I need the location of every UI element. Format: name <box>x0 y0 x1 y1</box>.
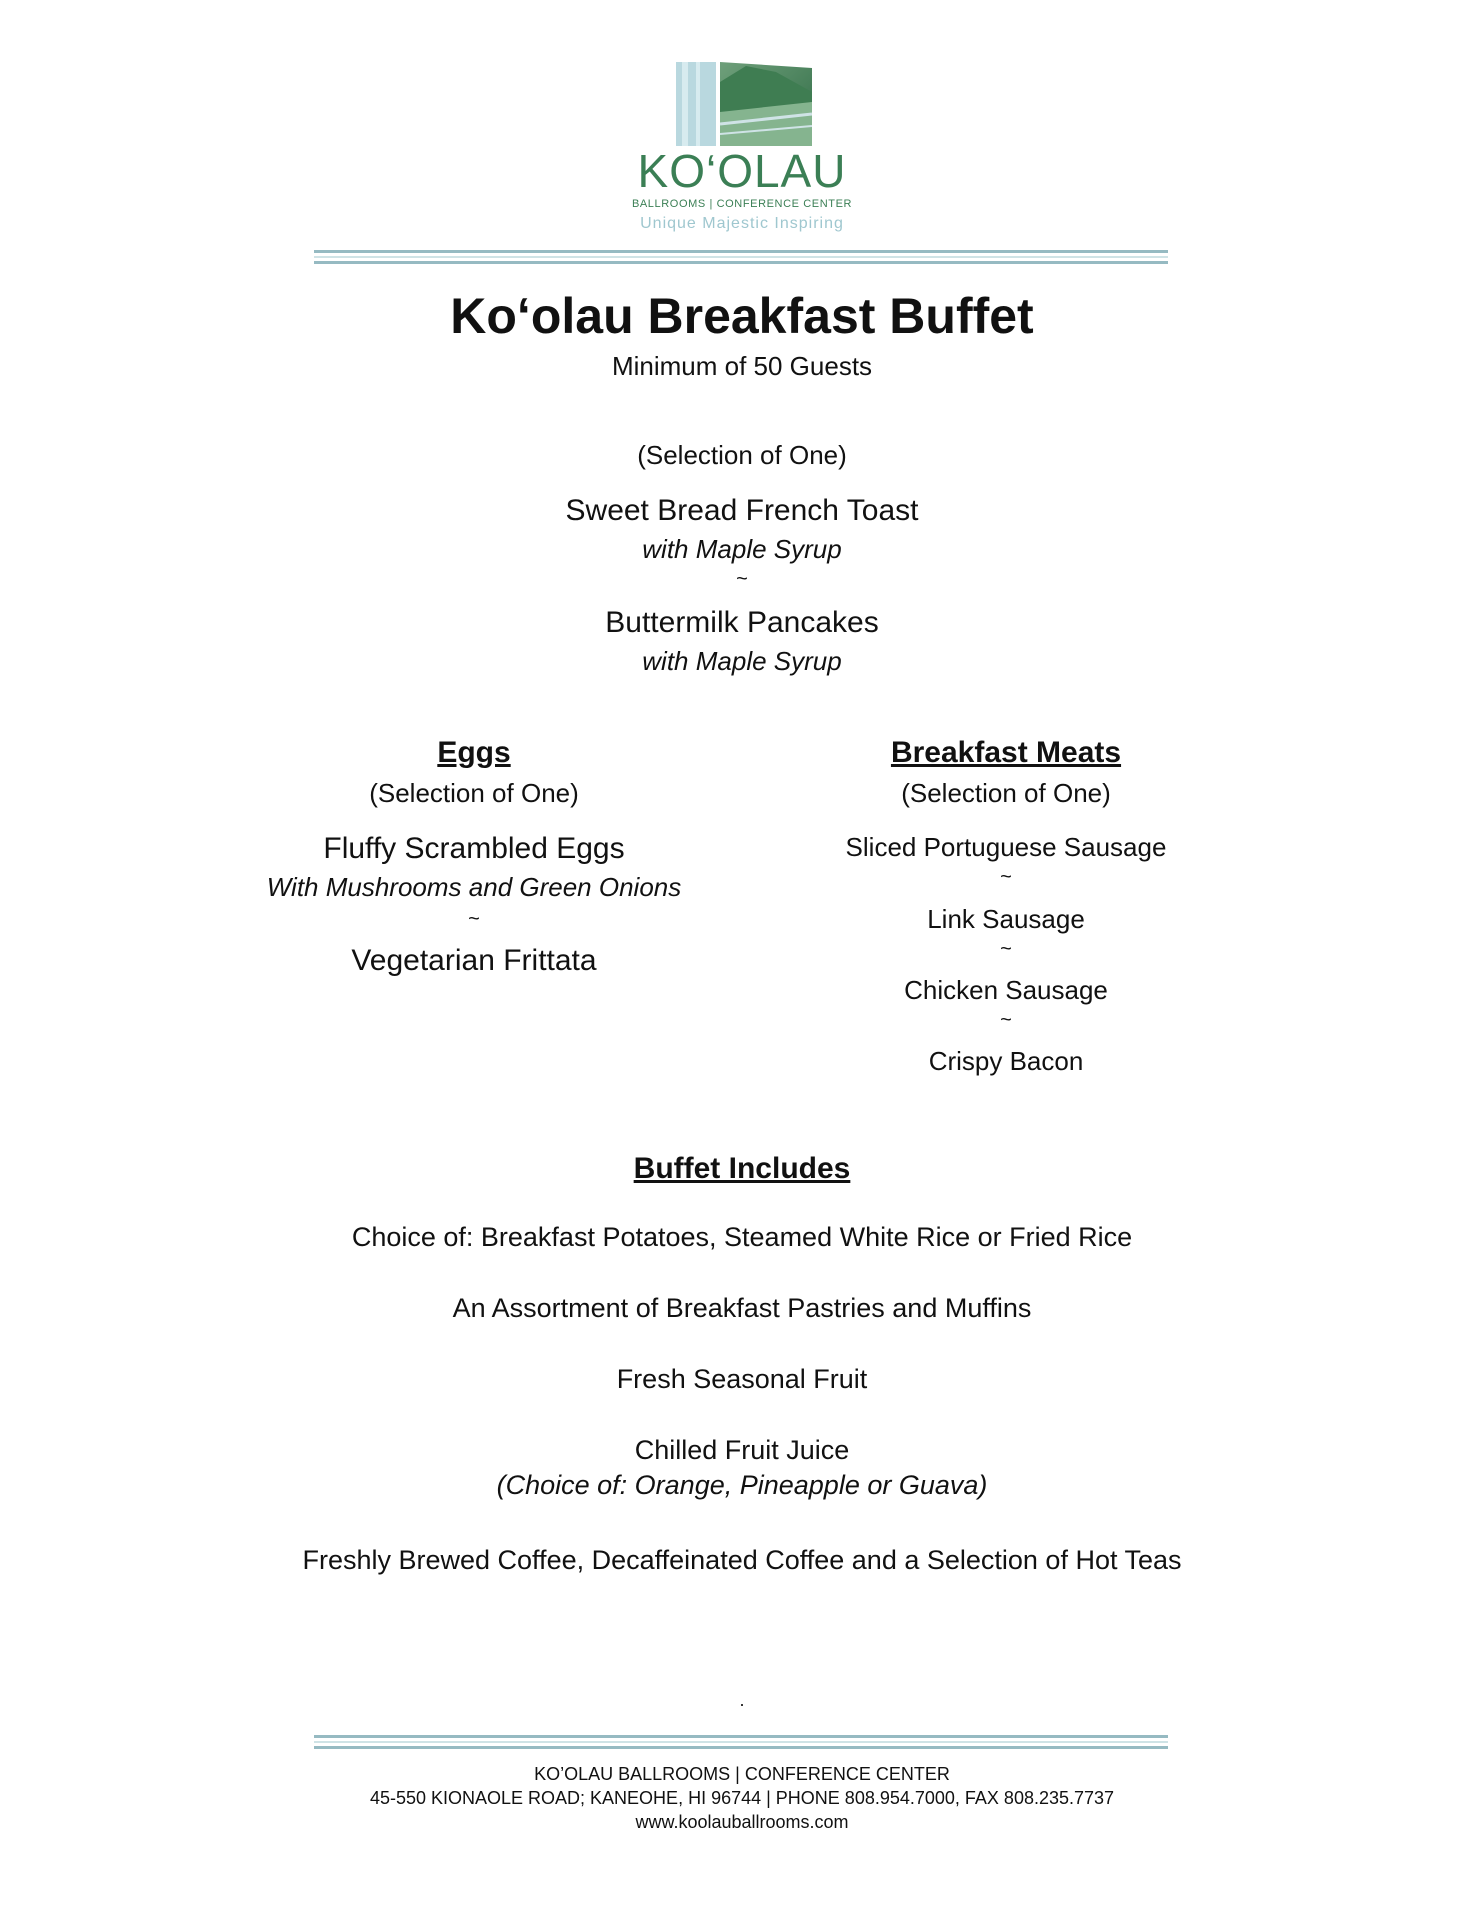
footer-address: 45-550 KIONAOLE ROAD; KANEOHE, HI 96744 | PHONE 808.954.7000, FAX 808.235.7737 <box>369 1788 1115 1808</box>
logo-graphic <box>676 62 812 146</box>
meats-item-link: Link Sausage <box>927 904 1085 934</box>
includes-heading: Buffet Includes <box>633 1152 851 1185</box>
meats-note: (Selection of One) <box>901 778 1111 808</box>
header-divider <box>314 250 1168 267</box>
eggs-heading: Eggs <box>437 736 511 769</box>
includes-item: An Assortment of Breakfast Pastries and Muffins <box>452 1293 1032 1323</box>
eggs-item-frittata: Vegetarian Frittata <box>351 944 597 977</box>
separator: ~ <box>1000 866 1012 888</box>
eggs-item-scrambled-detail: With Mushrooms and Green Onions <box>266 872 682 902</box>
menu-item-french-toast-detail: with Maple Syrup <box>642 534 842 564</box>
main-selection-note: (Selection of One) <box>637 440 847 470</box>
menu-item-pancakes-detail: with Maple Syrup <box>642 646 842 676</box>
separator: ~ <box>468 908 480 930</box>
logo-subtitle: BALLROOMS | CONFERENCE CENTER <box>631 198 853 210</box>
footer-name: KO’OLAU BALLROOMS | CONFERENCE CENTER <box>534 1764 950 1784</box>
page-subtitle: Minimum of 50 Guests <box>611 351 873 381</box>
separator: ~ <box>1000 938 1012 960</box>
menu-item-french-toast: Sweet Bread French Toast <box>565 494 919 527</box>
page-title: Ko‘olau Breakfast Buffet <box>450 288 1034 344</box>
includes-item: Freshly Brewed Coffee, Decaffeinated Coffee and a Selection of Hot Teas <box>302 1545 1182 1575</box>
meats-item-bacon: Crispy Bacon <box>928 1046 1084 1076</box>
separator: ~ <box>1000 1009 1012 1031</box>
page-dot: . <box>739 1690 745 1710</box>
meats-heading: Breakfast Meats <box>890 736 1122 769</box>
menu-item-pancakes: Buttermilk Pancakes <box>605 606 879 639</box>
includes-item: Choice of: Breakfast Potatoes, Steamed White Rice or Fried Rice <box>351 1222 1133 1252</box>
footer-website: www.koolauballrooms.com <box>635 1812 849 1832</box>
logo-name: KO‘OLAU <box>637 145 847 197</box>
separator: ~ <box>736 568 748 590</box>
eggs-item-scrambled: Fluffy Scrambled Eggs <box>323 832 625 865</box>
meats-item-chicken: Chicken Sausage <box>904 975 1108 1005</box>
includes-item: Fresh Seasonal Fruit <box>616 1364 868 1394</box>
includes-item: Chilled Fruit Juice <box>634 1435 850 1465</box>
includes-item-detail: (Choice of: Orange, Pineapple or Guava) <box>496 1470 988 1500</box>
footer <box>0 1762 1484 1834</box>
logo-tagline: Unique Majestic Inspiring <box>640 215 844 232</box>
eggs-note: (Selection of One) <box>369 778 579 808</box>
meats-item-portuguese: Sliced Portuguese Sausage <box>845 832 1167 862</box>
footer-divider <box>314 1735 1168 1752</box>
